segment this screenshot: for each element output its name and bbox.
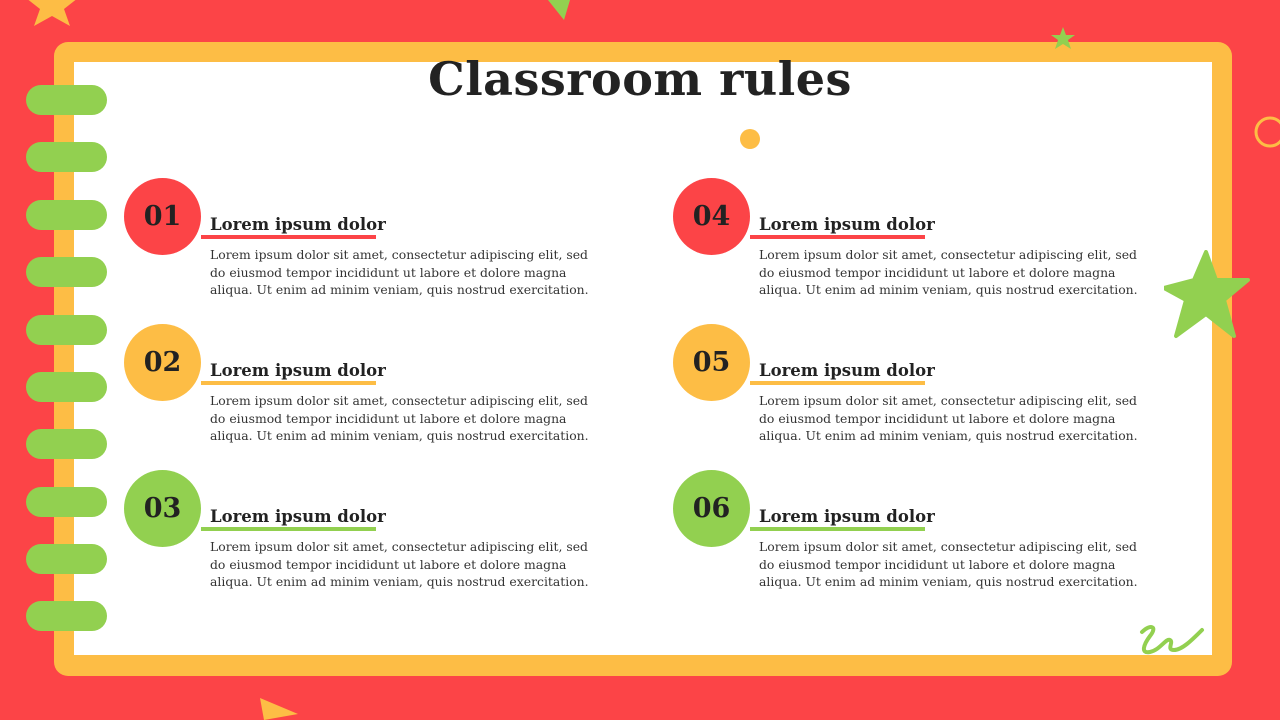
rule-item — [673, 470, 1153, 610]
rule-title: Lorem ipsum dolor — [210, 507, 386, 526]
notebook-ring-icon — [26, 601, 107, 631]
rule-title: Lorem ipsum dolor — [759, 507, 935, 526]
rule-item — [124, 178, 604, 318]
notebook-ring-icon — [26, 142, 107, 172]
circle-icon — [738, 128, 762, 152]
rule-underline — [201, 527, 376, 531]
star-icon — [1050, 26, 1076, 52]
notebook-ring-icon — [26, 315, 107, 345]
star-icon — [1164, 250, 1252, 340]
notebook-ring-icon — [26, 487, 107, 517]
rule-title: Lorem ipsum dolor — [759, 361, 935, 380]
rule-description: Lorem ipsum dolor sit amet, consectetur adipiscing elit, sed do eiusmod tempor incididunt ut labore et dolore magna aliqua. Ut enim ad minim veniam, quis nostrud exercitation. — [759, 247, 1138, 297]
notebook-ring-icon — [26, 544, 107, 574]
rule-number-badge: 06 — [673, 470, 750, 547]
rule-number-badge: 05 — [673, 324, 750, 401]
rule-underline — [750, 235, 925, 239]
triangle-icon — [546, 0, 572, 22]
page-title: Classroom rules — [428, 52, 852, 106]
rule-number-badge: 04 — [673, 178, 750, 255]
notebook-ring-icon — [26, 429, 107, 459]
rule-item — [124, 470, 604, 610]
rule-number-badge: 01 — [124, 178, 201, 255]
notebook-ring-icon — [26, 372, 107, 402]
rule-number-badge: 02 — [124, 324, 201, 401]
rule-description: Lorem ipsum dolor sit amet, consectetur adipiscing elit, sed do eiusmod tempor incididunt ut labore et dolore magna aliqua. Ut enim ad minim veniam, quis nostrud exercitation. — [210, 247, 589, 297]
rule-description: Lorem ipsum dolor sit amet, consectetur adipiscing elit, sed do eiusmod tempor incididunt ut labore et dolore magna aliqua. Ut enim ad minim veniam, quis nostrud exercitation. — [210, 539, 589, 589]
rule-title: Lorem ipsum dolor — [759, 215, 935, 234]
notebook-ring-icon — [26, 257, 107, 287]
rule-title: Lorem ipsum dolor — [210, 361, 386, 380]
triangle-icon — [256, 696, 300, 720]
squiggle-icon — [1136, 620, 1208, 660]
notebook-ring-icon — [26, 200, 107, 230]
rule-number-badge: 03 — [124, 470, 201, 547]
circle-icon — [1252, 114, 1280, 150]
rule-item — [673, 178, 1153, 318]
rule-underline — [201, 235, 376, 239]
rule-description: Lorem ipsum dolor sit amet, consectetur adipiscing elit, sed do eiusmod tempor incididunt ut labore et dolore magna aliqua. Ut enim ad minim veniam, quis nostrud exercitation. — [759, 539, 1138, 589]
star-icon — [22, 0, 86, 34]
rule-description: Lorem ipsum dolor sit amet, consectetur adipiscing elit, sed do eiusmod tempor incididunt ut labore et dolore magna aliqua. Ut enim ad minim veniam, quis nostrud exercitation. — [759, 393, 1138, 443]
rule-title: Lorem ipsum dolor — [210, 215, 386, 234]
rule-underline — [750, 527, 925, 531]
rule-underline — [201, 381, 376, 385]
rule-item — [124, 324, 604, 464]
rule-description: Lorem ipsum dolor sit amet, consectetur adipiscing elit, sed do eiusmod tempor incididunt ut labore et dolore magna aliqua. Ut enim ad minim veniam, quis nostrud exercitation. — [210, 393, 589, 443]
rule-item — [673, 324, 1153, 464]
rule-underline — [750, 381, 925, 385]
